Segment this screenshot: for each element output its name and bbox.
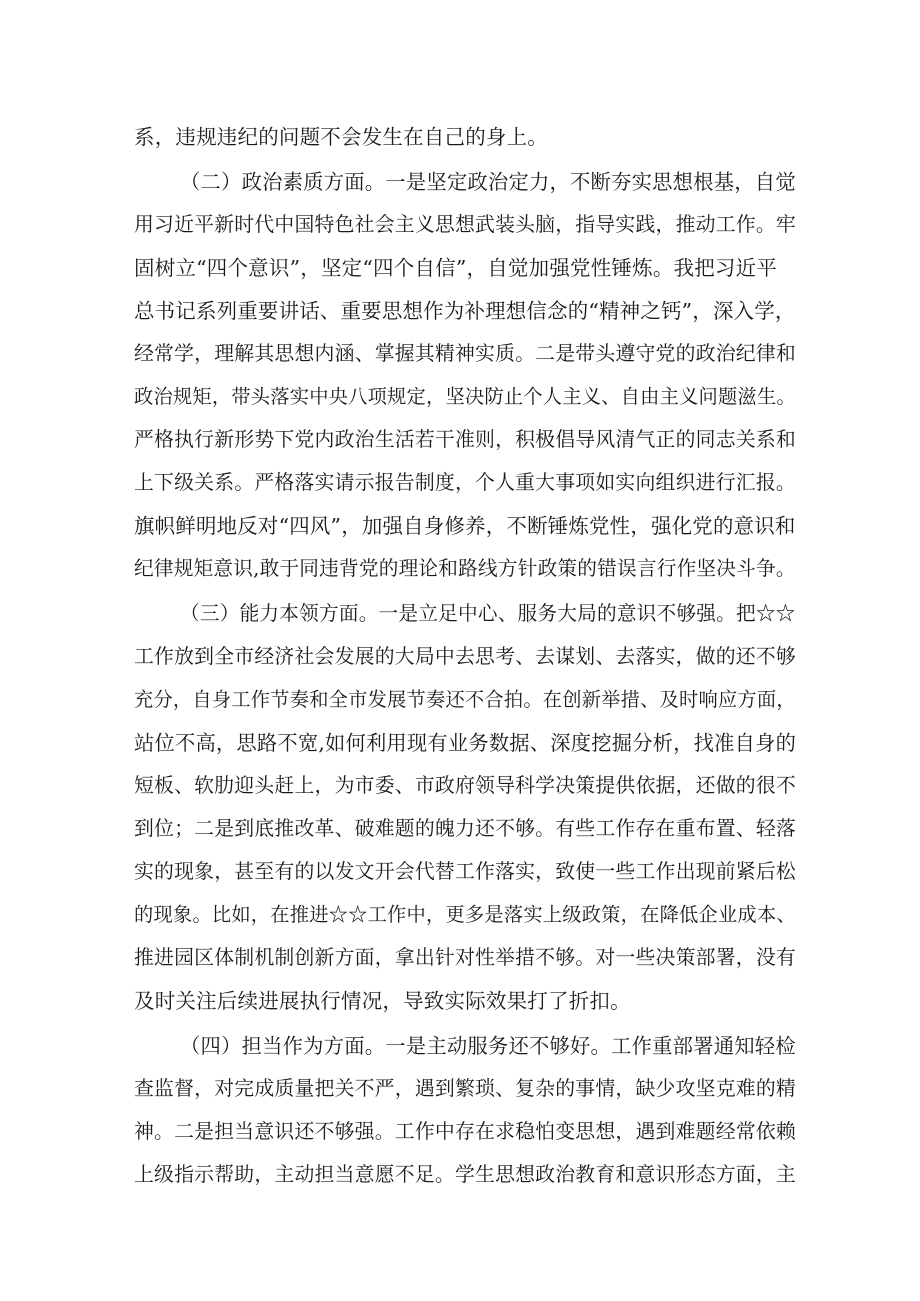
- text-line: 政治规矩，带头落实中央八项规定，坚决防止个人主义、自由主义问题滋生。: [134, 385, 796, 408]
- text-line: 推进园区体制机制创新方面，拿出针对性举措不够。对一些决策部署，没有: [134, 946, 796, 969]
- text-line: 站位不高，思路不宽,如何利用现有业务数据、深度挖掘分析，找准自身的: [134, 731, 797, 755]
- text-line: 的现象。比如，在推进☆☆工作中，更多是落实上级政策，在降低企业成本、: [134, 903, 796, 926]
- paragraph-heading-line: （三）能力本领方面。一是立足中心、服务大局的意识不够强。把☆☆: [180, 602, 796, 625]
- paragraph-heading-line: （四）担当作为方面。一是主动服务还不够好。工作重部署通知轻检: [180, 1034, 796, 1058]
- text-line: 用习近平新时代中国特色社会主义思想武装头脑，指导实践，推动工作。牢: [134, 213, 796, 236]
- text-line: 纪律规矩意识,敢于同违背党的理论和路线方针政策的错误言行作坚决斗争。: [134, 557, 796, 580]
- text-line: 旗帜鲜明地反对“四风”，加强自身修养，不断锤炼党性，强化党的意识和: [134, 514, 796, 538]
- text-line: 实的现象，甚至有的以发文开会代替工作落实，致使一些工作出现前紧后松: [134, 860, 796, 883]
- text-line: 充分，自身工作节奏和全市发展节奏还不合拍。在创新举措、及时响应方面，: [134, 688, 796, 711]
- text-line: 严格执行新形势下党内政治生活若干准则，积极倡导风清气正的同志关系和: [134, 428, 796, 451]
- text-line: 系，违规违纪的问题不会发生在自己的身上。: [134, 125, 548, 149]
- text-line: 工作放到全市经济社会发展的大局中去思考、去谋划、去落实，做的还不够: [134, 645, 796, 668]
- text-line: 查监督，对完成质量把关不严，遇到繁琐、复杂的事情，缺少攻坚克难的精: [134, 1077, 796, 1100]
- text-line: 神。二是担当意识还不够强。工作中存在求稳怕变思想，遇到难题经常依赖: [134, 1120, 796, 1143]
- text-line: 固树立“四个意识”，坚定“四个自信”，自觉加强党性锤炼。我把习近平: [134, 256, 778, 280]
- text-line: 到位；二是到底推改革、破难题的魄力还不够。有些工作存在重布置、轻落: [134, 817, 796, 840]
- text-line: 短板、软肋迎头赶上，为市委、市政府领导科学决策提供依据，还做的很不: [134, 774, 796, 797]
- text-line: 上级指示帮助，主动担当意愿不足。学生思想政治教育和意识形态方面，主: [134, 1163, 796, 1186]
- text-line: 及时关注后续进展执行情况，导致实际效果打了折扣。: [134, 989, 631, 1013]
- paragraph-heading-line: （二）政治素质方面。一是坚定政治定力，不断夯实思想根基，自觉: [180, 170, 796, 194]
- text-line: 上下级关系。严格落实请示报告制度，个人重大事项如实向组织进行汇报。: [134, 471, 796, 494]
- text-line: 经常学，理解其思想内涵、掌握其精神实质。二是带头遵守党的政治纪律和: [134, 342, 796, 365]
- text-line: 总书记系列重要讲话、重要思想作为补理想信念的“精神之钙”，深入学，: [134, 299, 796, 323]
